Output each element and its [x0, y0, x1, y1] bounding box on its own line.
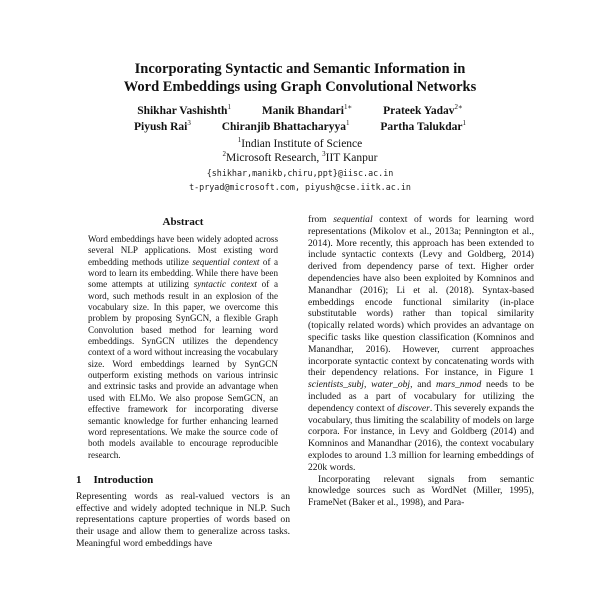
email-line-1: {shikhar,manikb,chiru,ppt}@iisc.ac.in: [206, 168, 394, 178]
introduction-text: Representing words as real-valued vectors is an effective and widely adopted technique in NLP. Such representations capture properties of words based on their usage and allow them to generalize across tasks. Meaningful word embeddings have: [76, 490, 290, 550]
affiliation-line-2: $^2$Microsoft Research, $^3$IIT Kanpur: [222, 150, 378, 164]
author: Shikhar Vashishth$^1$: [137, 103, 231, 117]
right-column: [308, 214, 534, 509]
affiliations: [60, 137, 540, 165]
paragraph: Incorporating relevant signals from semantic knowledge sources such as WordNet (Miller, 1995), FrameNet (Baker et al., 1998), and Para-: [308, 473, 534, 509]
author: Manik Bhandari$^{1∗}$: [261, 103, 353, 117]
title-line-1: Incorporating Syntactic and Semantic Information in: [134, 61, 466, 77]
author-row-2: [60, 119, 540, 135]
abstract-heading: Abstract: [162, 216, 204, 228]
author-emails: [60, 166, 540, 194]
author: Chiranjib Bhattacharyya$^1$: [221, 119, 350, 133]
title-line-2: Word Embeddings using Graph Convolutional Networks: [123, 79, 477, 95]
author: Partha Talukdar$^1$: [380, 119, 467, 133]
abstract-text: Word embeddings have been widely adopted across several NLP applications. Most existing word embedding methods utilize sequential context of a word to learn its embedding. While there have been some attempts at utilizing syntactic context of a word, such methods result in an explosion of the vocabulary size. In this paper, we overcome this problem by proposing SynGCN, a flexible Graph Convolution based method for learning word embeddings. SynGCN utilizes the dependency context of a word without increasing the vocabulary size. Word embeddings learned by SynGCN outperform existing methods on various intrinsic and extrinsic tasks and provide an advantage when used with ELMo. We also propose SemGCN, an effective framework for incorporating diverse semantic knowledge for further enhancing learned word representations. We make the source code of both models available to encourage reproducible research.: [88, 234, 278, 460]
author-list: [60, 103, 540, 135]
author-row-1: [60, 103, 540, 119]
email-line-2: t-pryad@microsoft.com, piyush@cse.iitk.ac.in: [189, 182, 411, 192]
paper-title: [60, 60, 540, 96]
section-heading-introduction: 1 Introduction: [76, 473, 154, 486]
left-column: [76, 214, 290, 550]
affiliation-line-1: $^1$Indian Institute of Science: [237, 136, 363, 150]
paragraph: from sequential context of words for learning word representations (Mikolov et al., 2013a; Pennington et al., 2014). More recently, this approach has been extended to include syntactic contexts (Levy and Goldberg, 2014) derived from dependency parse of text. Higher order dependencies have also been exploited by Komninos and Manandhar (2016); Li et al. (2018). Syntax-based embeddings encode functional similarity (in-place substitutable words) rather than topical similarity (topically related words) which provides an advantage on specific tasks like question classification (Komninos and Manandhar, 2016). However, current approaches incorporate syntactic context by concatenating words with their dependency relations. For instance, in Figure 1 scientists_subj, water_obj, and mars_nmod needs to be included as a part of vocabulary for utilizing the dependency context of discover. This severely expands the vocabulary, thus limiting the scalability of models on large corpora. For instance, in Levy and Goldberg (2014) and Komninos and Manandhar (2016), the context vocabulary explodes to around 1.3 million for learning embeddings of 220k words.: [308, 214, 534, 473]
author: Piyush Rai$^3$: [133, 119, 191, 133]
author: Prateek Yadav$^{2∗}$: [383, 103, 463, 117]
